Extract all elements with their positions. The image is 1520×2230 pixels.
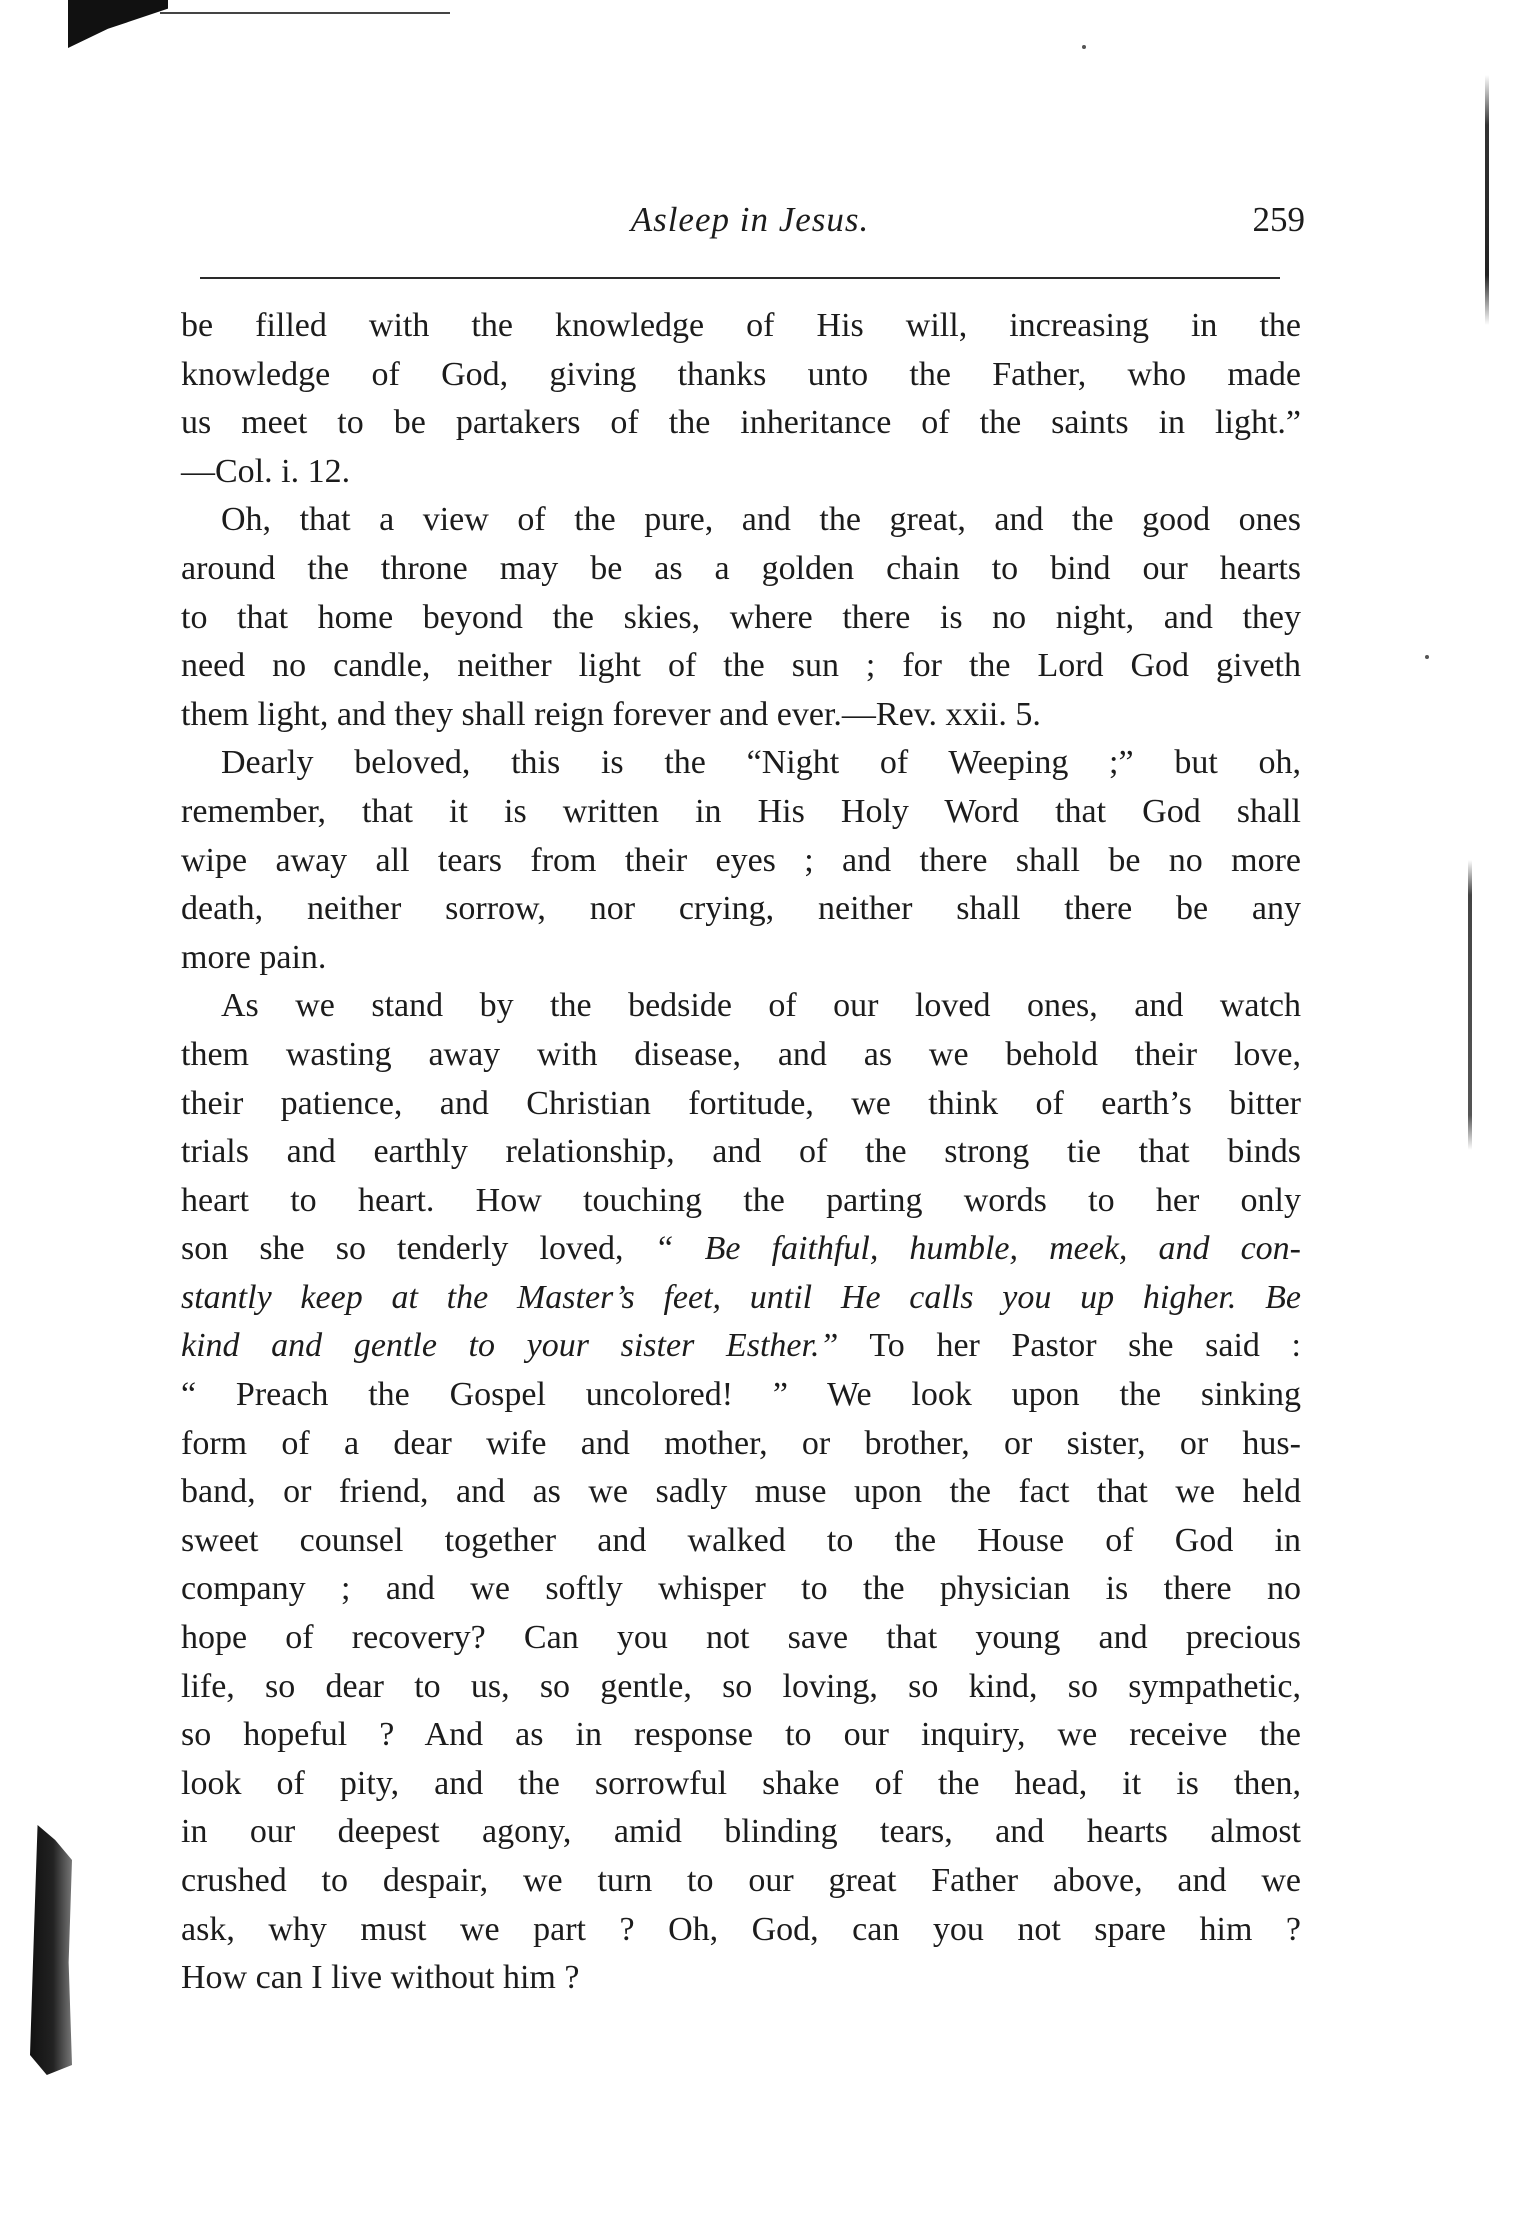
text-line xyxy=(181,934,1301,983)
scan-speck xyxy=(1425,655,1429,659)
text-line xyxy=(181,1031,1301,1080)
text-segment: more pain. xyxy=(181,938,327,976)
italic-text-segment: stantly keep at the Master’s feet, until He calls you up higher. Be xyxy=(181,1278,1301,1316)
text-segment: To her Pastor she said : xyxy=(838,1327,1302,1365)
text-segment: son she so tenderly loved, xyxy=(181,1230,655,1268)
text-segment: heart to heart. How touching the parting words to her only xyxy=(181,1181,1301,1219)
text-segment: look of pity, and the sorrowful shake of the head, it is then, xyxy=(181,1764,1301,1802)
text-line xyxy=(181,1225,1301,1274)
text-line xyxy=(181,1274,1301,1323)
scan-artifact-top-line xyxy=(160,12,450,14)
text-segment: life, so dear to us, so gentle, so loving, so kind, so sympathetic, xyxy=(181,1667,1301,1705)
running-title: Asleep in Jesus. xyxy=(630,200,870,239)
text-line xyxy=(181,399,1301,448)
text-segment: “ Preach the Gospel uncolored! ” We look upon the sinking xyxy=(181,1376,1301,1414)
text-segment: their patience, and Christian fortitude, we think of earth’s bitter xyxy=(181,1084,1301,1122)
text-segment: As we stand by the bedside of our loved ones, and watch xyxy=(221,987,1301,1025)
italic-text-segment: “ Be faithful, humble, meek, and con- xyxy=(654,1230,1301,1268)
text-line xyxy=(181,691,1301,740)
scan-artifact-left-edge xyxy=(30,1825,72,2075)
header-rule xyxy=(200,277,1280,279)
text-line xyxy=(181,1663,1301,1712)
text-line xyxy=(181,1808,1301,1857)
text-segment: them wasting away with disease, and as we behold their love, xyxy=(181,1035,1301,1073)
text-line xyxy=(181,1760,1301,1809)
text-line xyxy=(181,788,1301,837)
text-segment: around the throne may be as a golden chain to bind our hearts xyxy=(181,549,1301,587)
text-line xyxy=(181,1565,1301,1614)
text-segment: need no candle, neither light of the sun ; for the Lord God giveth xyxy=(181,647,1301,685)
text-line xyxy=(181,1711,1301,1760)
body-text xyxy=(181,302,1301,2003)
text-line xyxy=(181,885,1301,934)
text-segment: in our deepest agony, amid blinding tears, and hearts almost xyxy=(181,1813,1301,1851)
text-line xyxy=(181,642,1301,691)
text-segment: remember, that it is written in His Holy Word that God shall xyxy=(181,792,1301,830)
text-line xyxy=(181,1420,1301,1469)
page-number: 259 xyxy=(1252,200,1305,239)
text-segment: Oh, that a view of the pure, and the great, and the good ones xyxy=(221,501,1301,539)
text-segment: hope of recovery? Can you not save that young and precious xyxy=(181,1619,1301,1657)
text-segment: company ; and we softly whisper to the physician is there no xyxy=(181,1570,1301,1608)
text-line xyxy=(181,351,1301,400)
text-segment: ask, why must we part ? Oh, God, can you not spare him ? xyxy=(181,1910,1301,1948)
text-line xyxy=(181,739,1301,788)
text-segment: How can I live without him ? xyxy=(181,1959,580,1997)
text-segment: so hopeful ? And as in response to our inquiry, we receive the xyxy=(181,1716,1301,1754)
text-line xyxy=(181,1517,1301,1566)
text-segment: band, or friend, and as we sadly muse upon the fact that we held xyxy=(181,1473,1301,1511)
text-line xyxy=(181,1322,1301,1371)
text-line xyxy=(181,1371,1301,1420)
scan-artifact-right-edge xyxy=(1468,860,1472,1150)
text-segment: us meet to be partakers of the inheritance of the saints in light.” xyxy=(181,404,1301,442)
text-line xyxy=(181,1906,1301,1955)
text-segment: them light, and they shall reign forever and ever.—Rev. xxii. 5. xyxy=(181,695,1041,733)
text-line xyxy=(181,982,1301,1031)
text-line xyxy=(181,1857,1301,1906)
page-header xyxy=(195,200,1305,260)
text-segment: to that home beyond the skies, where there is no night, and they xyxy=(181,598,1301,636)
italic-text-segment: kind and gentle to your sister Esther.” xyxy=(181,1327,839,1365)
text-line xyxy=(181,1128,1301,1177)
text-line xyxy=(181,1614,1301,1663)
scan-artifact-top xyxy=(68,0,168,48)
text-line xyxy=(181,1954,1301,2003)
scan-artifact-right-edge xyxy=(1485,75,1489,325)
text-segment: be filled with the knowledge of His will, increasing in the xyxy=(181,307,1301,344)
text-segment: —Col. i. 12. xyxy=(181,452,351,490)
text-line xyxy=(181,1468,1301,1517)
text-line xyxy=(181,496,1301,545)
text-segment: wipe away all tears from their eyes ; and there shall be no more xyxy=(181,841,1301,879)
text-line xyxy=(181,1177,1301,1226)
text-segment: crushed to despair, we turn to our great Father above, and we xyxy=(181,1862,1301,1899)
text-segment: Dearly beloved, this is the “Night of Weeping ;” but oh, xyxy=(221,744,1301,782)
text-line xyxy=(181,448,1301,497)
text-segment: form of a dear wife and mother, or brother, or sister, or hus- xyxy=(181,1424,1301,1462)
text-line xyxy=(181,302,1301,351)
text-segment: trials and earthly relationship, and of the strong tie that binds xyxy=(181,1133,1301,1171)
text-line xyxy=(181,545,1301,594)
text-line xyxy=(181,594,1301,643)
text-line xyxy=(181,1080,1301,1129)
scan-speck xyxy=(1082,45,1086,49)
text-line xyxy=(181,837,1301,886)
text-segment: death, neither sorrow, nor crying, neither shall there be any xyxy=(181,890,1301,928)
text-segment: sweet counsel together and walked to the House of God in xyxy=(181,1521,1301,1559)
text-segment: knowledge of God, giving thanks unto the Father, who made xyxy=(181,355,1301,393)
